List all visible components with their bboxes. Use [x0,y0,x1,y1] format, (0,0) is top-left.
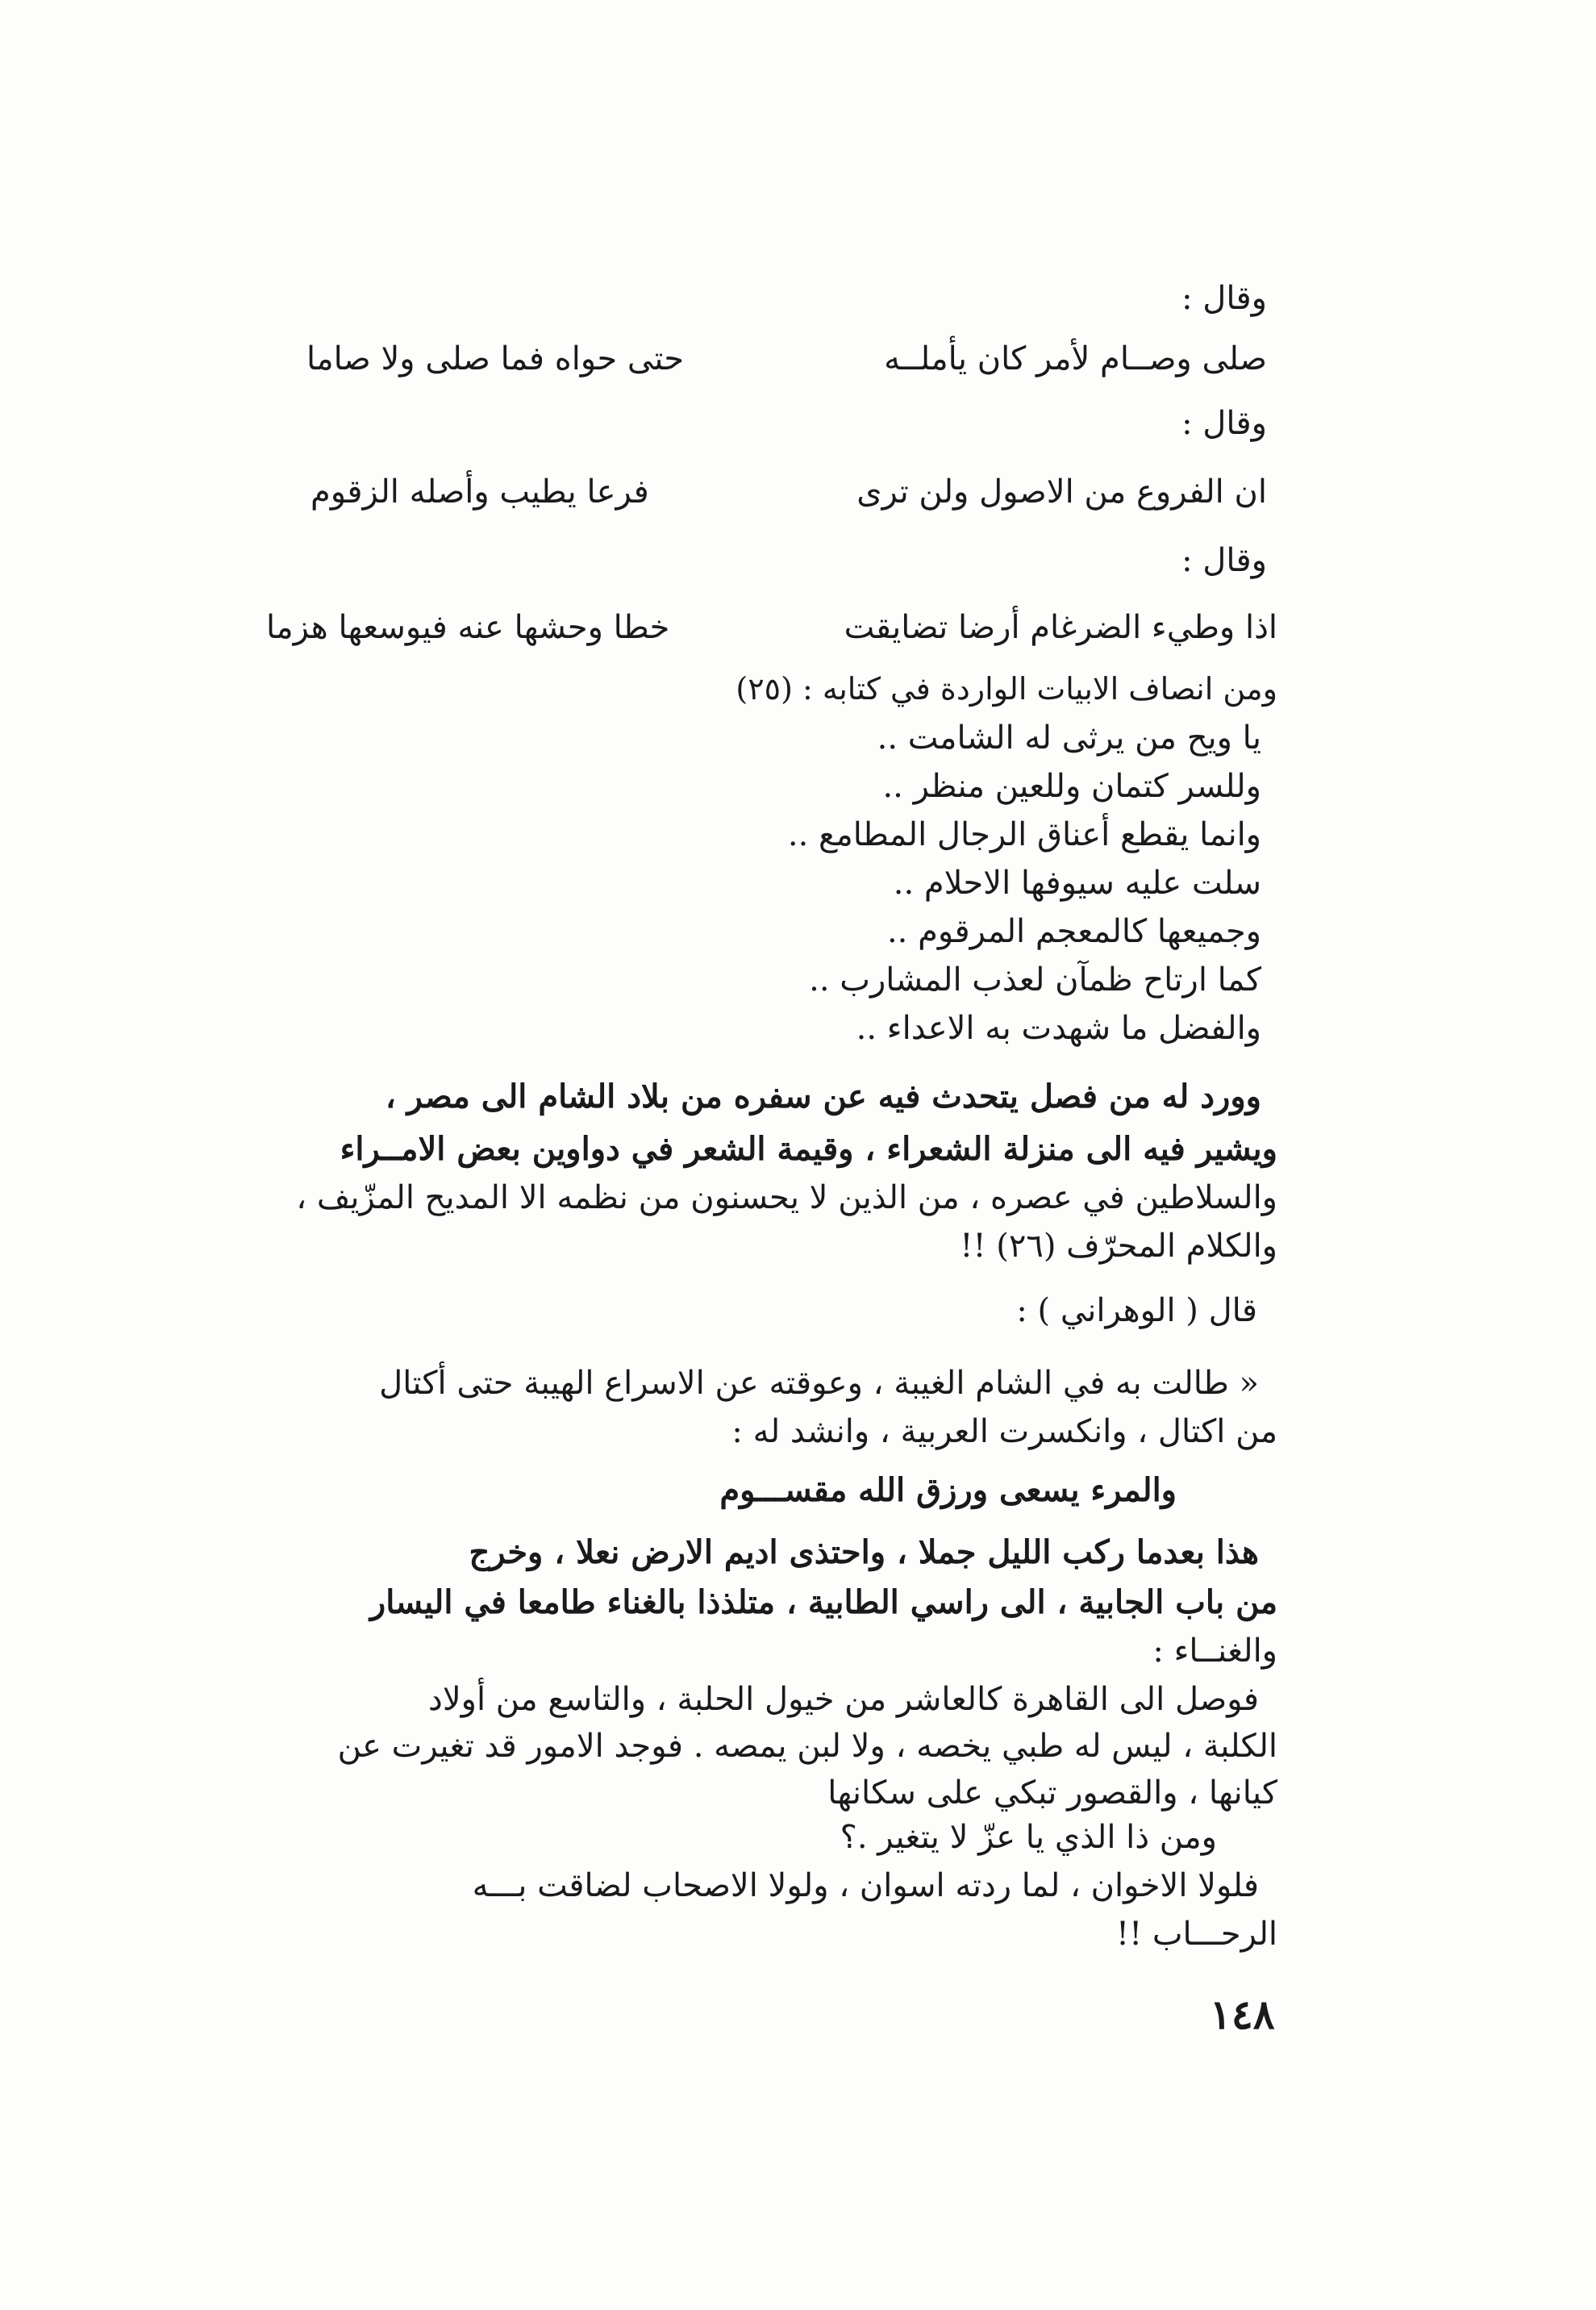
paragraph-line: والكلام المحرّف (٢٦) !! [960,1228,1277,1265]
verse-hemistich-left: خطا وحشها عنه فيوسعها هزما [266,609,670,646]
paragraph-line: « طالت به في الشام الغيبة ، وعوقته عن الاسراع الهيبة حتى أكتال [379,1365,1259,1402]
verse-quote-line: ومن ذا الذي يا عزّ لا يتغير .؟ [840,1819,1217,1856]
text-line: وقال : [1181,280,1267,317]
verse-hemistich-right: ان الفروع من الاصول ولن ترى [856,473,1267,511]
paragraph-line: هذا بعدما ركب الليل جملا ، واحتذى اديم الارض نعلا ، وخرج [469,1533,1259,1571]
paragraph-line: وورد له من فصل يتحدث فيه عن سفره من بلاد الشام الى مصر ، [385,1078,1261,1115]
half-verse-line: وجميعها كالمعجم المرقوم .. [886,913,1261,950]
half-verse-line: يا ويح من يرثى له الشامت .. [877,719,1261,757]
paragraph-line: ويشير فيه الى منزلة الشعراء ، وقيمة الشعر في دواوين بعض الامــراء [340,1130,1277,1168]
paragraph-line: كيانها ، والقصور تبكي على سكانها [827,1774,1277,1812]
verse-hemistich-left: حتى حواه فما صلى ولا صاما [306,340,685,377]
verse-quote-line: والمرء يسعى ورزق الله مقســـوم [719,1471,1177,1509]
paragraph-line: فوصل الى القاهرة كالعاشر من خيول الحلبة ، والتاسع من أولاد [428,1681,1259,1718]
verse-hemistich-right: صلى وصــام لأمر كان يأملــه [884,340,1267,377]
text-line: قال ( الوهراني ) : [1016,1292,1257,1329]
half-verse-line: والفضل ما شهدت به الاعداء .. [856,1010,1261,1047]
half-verse-line: وللسر كتمان وللعين منظر .. [882,768,1261,805]
verse-hemistich-right: اذا وطيء الضرغام أرضا تضايقت [844,609,1277,646]
text-line: وقال : [1181,405,1267,442]
half-verse-line: سلت عليه سيوفها الاحلام .. [893,865,1261,902]
paragraph-line: فلولا الاخوان ، لما ردته اسوان ، ولولا الاصحاب لضاقت بـــه [472,1867,1259,1904]
page-number: ١٤٨ [1210,1991,1275,2038]
paragraph-line: الكلبة ، ليس له طبي يخصه ، ولا لبن يمصه . فوجد الامور قد تغيرت عن [337,1728,1277,1765]
verse-hemistich-left: فرعا يطيب وأصله الزقوم [310,473,649,511]
half-verse-line: كما ارتاح ظمآن لعذب المشارب .. [809,961,1261,999]
half-verse-line: وانما يقطع أعناق الرجال المطامع .. [787,816,1261,853]
paragraph-line: والسلاطين في عصره ، من الذين لا يحسنون من نظمه الا المديح المزّيف ، [296,1179,1277,1216]
paragraph-line: والغنــاء : [1152,1632,1277,1670]
paragraph-line: من باب الجابية ، الى راسي الطابية ، متلذذا بالغناء طامعا في اليسار [369,1583,1277,1621]
text-line: وقال : [1181,542,1267,579]
paragraph-line: الرحـــاب !! [1116,1916,1277,1953]
paragraph-line: من اكتال ، وانكسرت العربية ، وانشد له : [731,1413,1277,1450]
text-line: ومن انصاف الابيات الواردة في كتابه : (٢٥) [735,671,1277,707]
